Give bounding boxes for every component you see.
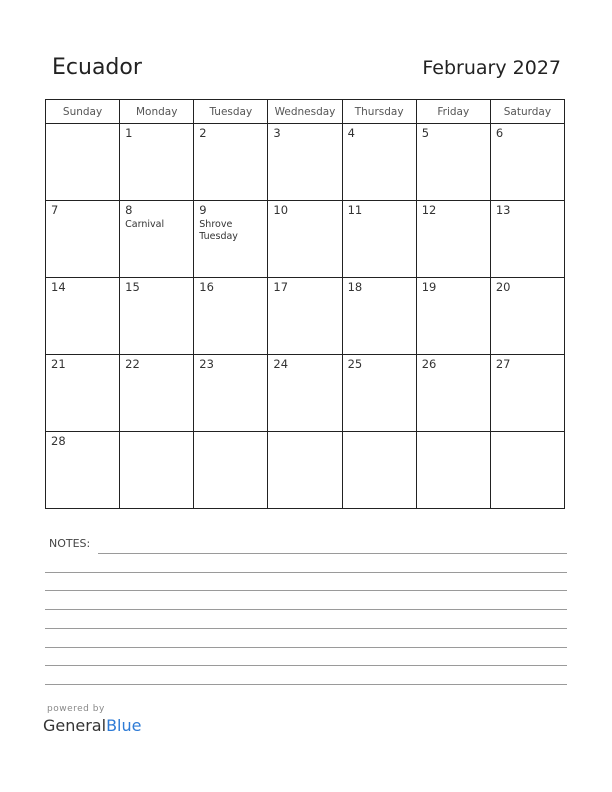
day-number: 6 — [495, 126, 504, 140]
day-number: 4 — [347, 126, 355, 140]
day-cell[interactable] — [120, 201, 194, 278]
day-number: 10 — [273, 203, 289, 217]
day-cell[interactable] — [342, 355, 416, 432]
holiday-label: Carnival — [125, 219, 165, 230]
weekday-header: Tuesday — [194, 100, 268, 124]
logo-blue-text: Blue — [106, 716, 142, 735]
day-number: 28 — [51, 434, 66, 448]
day-cell[interactable] — [268, 124, 342, 201]
day-number: 8 — [125, 203, 133, 217]
day-cell[interactable] — [490, 124, 564, 201]
weekday-header: Thursday — [342, 100, 416, 124]
notes-line — [45, 665, 567, 666]
weekday-header-row — [46, 100, 565, 124]
day-cell[interactable] — [342, 432, 416, 509]
day-number: 25 — [347, 357, 363, 371]
day-number: 9 — [199, 203, 207, 217]
day-cell[interactable] — [120, 124, 194, 201]
notes-line — [45, 628, 567, 629]
day-cell[interactable] — [46, 124, 120, 201]
day-cell[interactable] — [490, 355, 564, 432]
day-number — [194, 432, 267, 435]
day-number: 11 — [347, 203, 363, 217]
day-number — [120, 432, 193, 435]
day-cell[interactable] — [268, 201, 342, 278]
calendar-week-row — [46, 355, 565, 432]
day-number: 2 — [199, 126, 207, 140]
day-cell[interactable] — [120, 278, 194, 355]
day-cell[interactable] — [46, 201, 120, 278]
day-cell[interactable] — [490, 278, 564, 355]
calendar-week-row — [46, 278, 565, 355]
weekday-header: Monday — [120, 100, 194, 124]
day-number: 1 — [125, 126, 133, 140]
day-cell[interactable] — [490, 432, 564, 509]
generalblue-logo — [43, 716, 141, 735]
logo-general-text: General — [43, 716, 107, 735]
notes-line — [98, 553, 567, 554]
day-cell[interactable] — [416, 278, 490, 355]
day-number: 23 — [199, 357, 214, 371]
day-number: 20 — [495, 280, 511, 294]
day-cell[interactable] — [120, 355, 194, 432]
day-cell[interactable] — [46, 432, 120, 509]
day-cell[interactable] — [46, 355, 120, 432]
day-cell[interactable] — [194, 278, 268, 355]
day-number: 3 — [273, 126, 281, 140]
calendar-country-title: Ecuador — [52, 55, 142, 80]
day-cell[interactable] — [194, 355, 268, 432]
notes-line — [45, 609, 567, 610]
weekday-header: Wednesday — [268, 100, 342, 124]
day-number: 19 — [421, 280, 437, 294]
day-cell[interactable] — [416, 201, 490, 278]
day-number: 26 — [421, 357, 437, 371]
day-number: 15 — [125, 280, 140, 294]
notes-label: NOTES: — [49, 537, 91, 550]
weekday-header: Saturday — [490, 100, 564, 124]
day-number: 21 — [51, 357, 66, 371]
day-number — [491, 432, 564, 435]
day-cell[interactable] — [268, 278, 342, 355]
day-cell[interactable] — [120, 432, 194, 509]
day-number: 13 — [495, 203, 511, 217]
day-cell[interactable] — [342, 278, 416, 355]
day-number: 18 — [347, 280, 363, 294]
calendar-grid — [45, 99, 565, 509]
day-cell[interactable] — [342, 201, 416, 278]
notes-line — [45, 572, 567, 573]
day-number — [417, 432, 490, 435]
notes-line — [45, 647, 567, 648]
day-number — [268, 432, 341, 435]
day-cell[interactable] — [416, 124, 490, 201]
day-cell[interactable] — [194, 124, 268, 201]
day-cell[interactable] — [416, 432, 490, 509]
day-number: 17 — [273, 280, 289, 294]
day-number: 24 — [273, 357, 289, 371]
powered-by-text: powered by — [47, 704, 105, 714]
day-number: 22 — [125, 357, 140, 371]
calendar-week-row — [46, 124, 565, 201]
notes-line — [45, 590, 567, 591]
calendar-weeks — [46, 124, 565, 509]
day-number — [46, 124, 119, 127]
day-cell[interactable] — [194, 432, 268, 509]
day-number: 16 — [199, 280, 214, 294]
day-number: 5 — [421, 126, 430, 140]
day-number: 12 — [421, 203, 437, 217]
day-number: 27 — [495, 357, 511, 371]
day-cell[interactable] — [416, 355, 490, 432]
notes-line — [45, 684, 567, 685]
day-cell[interactable] — [46, 278, 120, 355]
weekday-header: Friday — [416, 100, 490, 124]
day-number — [343, 432, 416, 435]
day-cell[interactable] — [268, 432, 342, 509]
day-number: 14 — [51, 280, 66, 294]
day-cell[interactable] — [342, 124, 416, 201]
day-cell[interactable] — [194, 201, 268, 278]
day-number: 7 — [51, 203, 59, 217]
calendar-month-title: February 2027 — [422, 57, 561, 79]
weekday-header: Sunday — [46, 100, 120, 124]
day-cell[interactable] — [268, 355, 342, 432]
calendar-week-row — [46, 201, 565, 278]
calendar-week-row — [46, 432, 565, 509]
holiday-label: Shrove Tuesday — [199, 219, 238, 242]
day-cell[interactable] — [490, 201, 564, 278]
